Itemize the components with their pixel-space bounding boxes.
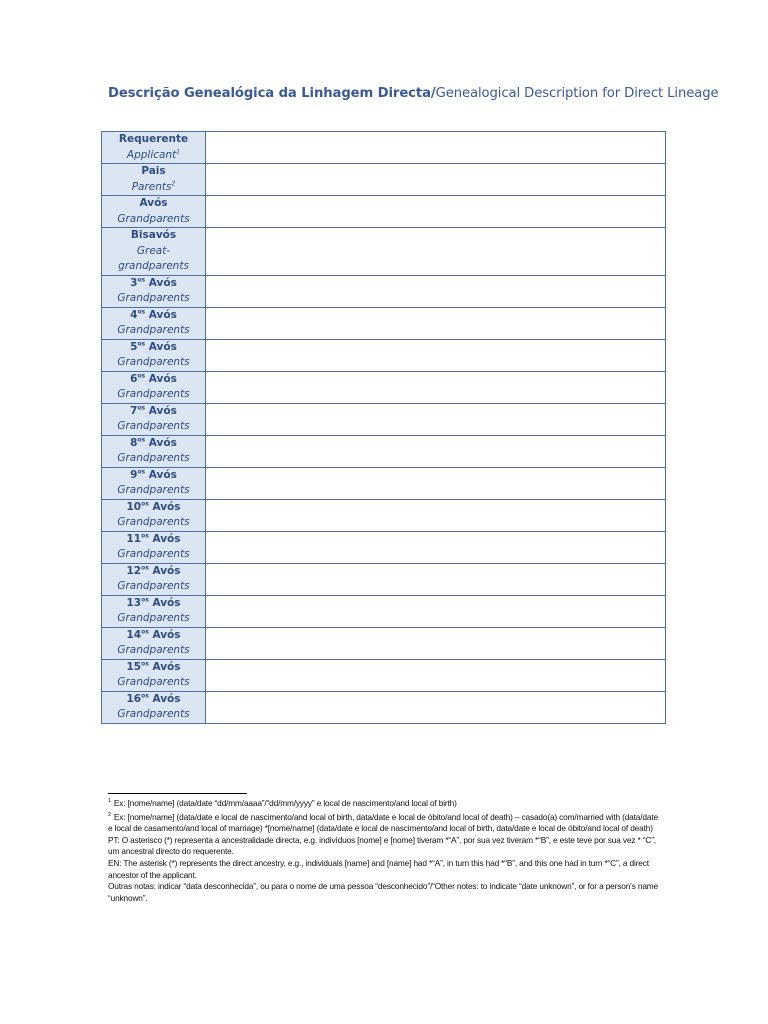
footnote-1-marker: 1 [108,798,111,805]
generation-entry-field[interactable] [206,196,666,228]
footnote-1 [108,798,660,810]
lineage-row [102,339,666,371]
lineage-row [102,132,666,164]
generation-label-en-text: Grandparents [117,612,190,624]
footnote-2-marker: 2 [108,811,111,818]
generation-label [102,627,206,659]
generation-label-en [102,355,205,371]
generation-label-en [102,451,205,467]
generation-label-pt [102,596,205,612]
generation-label-en-text: Grandparents [117,292,190,304]
generation-ordinal-suffix: os [141,564,149,571]
footnote-reference: 2 [171,180,176,187]
generation-label-pt-text: Avós [145,276,177,289]
generation-label-pt-text: Avós [148,660,181,673]
generation-label [102,403,206,435]
footnote-reference: 1 [176,148,181,155]
generation-entry-field[interactable] [206,339,666,371]
generation-ordinal-suffix: os [141,660,149,667]
generation-entry-field[interactable] [206,275,666,307]
generation-ordinal: 5 [130,340,138,353]
generation-label-pt-text: Avós [145,404,177,417]
lineage-row [102,627,666,659]
lineage-row [102,164,666,196]
lineage-row [102,435,666,467]
lineage-table [101,131,666,724]
generation-label [102,275,206,307]
generation-label-pt-text: Avós [145,308,177,321]
generation-ordinal: 13 [126,596,142,609]
generation-label-pt-text: Avós [145,372,177,385]
lineage-row [102,228,666,276]
generation-label [102,435,206,467]
generation-ordinal-suffix: os [137,276,146,283]
generation-label-pt [102,692,205,708]
generation-label-en [102,483,205,499]
generation-label-en-text: Grandparents [117,580,190,592]
generation-label-en [102,643,205,659]
generation-label-en-text: Grandparents [117,452,190,464]
generation-ordinal: 8 [130,436,138,449]
generation-ordinal-suffix: os [137,340,146,347]
generation-label-en-text: Grandparents [117,212,190,225]
footnote-en-note: EN: The asterisk (*) represents the direct ancestry, e.g., individuals [name] and [name] had *“A”, in turn this had *“B”, and this one had in turn *“C”, a direct ancestor of the applicant. [108,857,649,880]
generation-label-pt [102,196,205,212]
footnote-pt-note: PT: O asterisco (*) representa a ancestralidade directa, e.g. indivíduos [nome] e [nome] tiveram *“A”, por sua vez tiveram *“B”, e este teve por sua vez * “C”, um ancestral directo do requerente. [108,834,656,857]
lineage-table-body [102,132,666,724]
footnote-2 [108,812,660,835]
generation-ordinal-suffix: os [137,436,146,443]
generation-label [102,499,206,531]
generation-label-en [102,180,205,196]
generation-label-pt [102,308,205,324]
generation-label-pt-text: Pais [141,165,166,177]
generation-entry-field[interactable] [206,595,666,627]
page-title-en: Genealogical Description for Direct Lineage [435,86,719,101]
generation-entry-field[interactable] [206,627,666,659]
generation-label-en [102,212,205,228]
generation-label-pt [102,660,205,676]
lineage-row [102,371,666,403]
generation-entry-field[interactable] [206,228,666,276]
generation-ordinal: 6 [130,372,138,385]
generation-ordinal: 4 [130,308,138,321]
generation-entry-field[interactable] [206,531,666,563]
lineage-row [102,659,666,691]
generation-label [102,563,206,595]
lineage-row [102,403,666,435]
generation-label [102,339,206,371]
generation-ordinal-suffix: os [141,532,149,539]
generation-label-pt-text: Avós [145,340,177,353]
generation-label-en [102,387,205,403]
generation-ordinal-suffix: os [141,500,149,507]
generation-label [102,691,206,723]
generation-label-en-text: Parents [131,180,172,193]
lineage-row [102,595,666,627]
generation-label-pt [102,500,205,516]
generation-label-en-text: Great-grandparents [118,244,189,272]
generation-entry-field[interactable] [206,499,666,531]
lineage-row [102,691,666,723]
generation-label [102,371,206,403]
generation-label-pt [102,468,205,484]
footnotes [108,798,660,904]
generation-ordinal-suffix: os [137,404,146,411]
generation-label-pt [102,564,205,580]
generation-label [102,595,206,627]
generation-label-en [102,419,205,435]
generation-label-pt-text: Avós [148,692,181,705]
lineage-row [102,499,666,531]
generation-ordinal: 9 [130,468,138,481]
generation-label-pt [102,132,205,148]
generation-ordinal: 3 [130,276,138,289]
generation-label-en-text: Grandparents [117,516,190,528]
generation-entry-field[interactable] [206,371,666,403]
generation-label-en-text: Grandparents [117,356,190,368]
lineage-row [102,563,666,595]
generation-label-en-text: Grandparents [117,420,190,432]
generation-label-pt-text: Requerente [118,133,189,145]
generation-ordinal: 10 [126,500,142,513]
lineage-row [102,275,666,307]
generation-label-en [102,579,205,595]
generation-label-pt [102,532,205,548]
generation-label-pt [102,228,205,244]
generation-label [102,531,206,563]
generation-ordinal: 11 [126,532,142,545]
generation-ordinal-suffix: os [141,596,149,603]
page-title [108,86,719,101]
footnote-other-notes: Outras notas: indicar “data desconhecida”, ou para o nome de uma pessoa “desconhecido”/“Other notes: to indicate “date unknown”, or for a person’s name “unknown”. [108,881,659,903]
generation-label-pt-text: Avós [145,468,177,481]
generation-entry-field[interactable] [206,691,666,723]
generation-entry-field[interactable] [206,164,666,196]
generation-entry-field[interactable] [206,563,666,595]
generation-ordinal-suffix: os [141,692,149,699]
generation-label-pt-text: Avós [148,532,181,545]
generation-label-pt-text: Avós [148,500,181,513]
generation-entry-field[interactable] [206,307,666,339]
generation-label-en-text: Grandparents [117,484,190,496]
generation-entry-field[interactable] [206,403,666,435]
generation-label-en [102,515,205,531]
generation-label-pt [102,340,205,356]
generation-label-en-text: Grandparents [117,644,190,656]
generation-label [102,307,206,339]
generation-ordinal: 16 [126,692,142,705]
generation-label-pt-text: Avós [139,197,168,209]
generation-label-pt-text: Avós [145,436,177,449]
generation-entry-field[interactable] [206,467,666,499]
generation-ordinal-suffix: os [137,308,146,315]
footnote-separator [108,793,247,794]
generation-label-en-text: Grandparents [117,676,190,688]
page-title-pt: Descrição Genealógica da Linhagem Directa/ [108,86,436,101]
generation-label-en [102,244,205,275]
generation-label-pt-text: Bisavós [130,229,177,241]
generation-label-en-text: Grandparents [117,708,190,720]
generation-label-en [102,547,205,563]
generation-label-en [102,148,205,164]
generation-label-en [102,323,205,339]
generation-entry-field[interactable] [206,659,666,691]
generation-ordinal: 7 [130,404,138,417]
generation-label-pt [102,404,205,420]
generation-label-pt-text: Avós [148,596,181,609]
lineage-row [102,531,666,563]
generation-label-en-text: Grandparents [117,324,190,336]
generation-label-en [102,611,205,627]
generation-ordinal: 15 [126,660,142,673]
generation-label-en [102,675,205,691]
generation-label-pt [102,276,205,292]
generation-label-en [102,707,205,723]
generation-label-en [102,291,205,307]
generation-label-pt [102,628,205,644]
generation-label-pt-text: Avós [148,628,181,641]
generation-label-en-text: Grandparents [117,388,190,400]
generation-ordinal-suffix: os [137,468,146,475]
generation-label [102,659,206,691]
generation-label-en-text: Grandparents [117,548,190,560]
generation-label [102,467,206,499]
generation-label-en-text: Applicant [126,148,177,161]
generation-label-pt [102,436,205,452]
generation-ordinal-suffix: os [137,372,146,379]
footnote-1-text: Ex: [nome/name] (data/date “dd/mm/aaaa”/“dd/mm/yyyy” e local de nascimento/and local of birth) [113,798,457,808]
generation-label-pt [102,372,205,388]
lineage-row [102,307,666,339]
generation-label [102,228,206,276]
generation-label [102,132,206,164]
generation-entry-field[interactable] [206,435,666,467]
generation-ordinal: 12 [126,564,142,577]
generation-entry-field[interactable] [206,132,666,164]
footnote-2-text: Ex: [nome/name] (data/date e local de nascimento/and local of birth, data/date e local de óbito/and local of death) – casado(a) com/married with (data/date e local de casamento/and local of marriage) *[nome/name] (data/date e local de nascimento/and local of birth, data/date e local de óbito/and local of death) [108,811,658,834]
generation-label-pt [102,164,205,180]
generation-label [102,196,206,228]
generation-label [102,164,206,196]
generation-ordinal-suffix: os [141,628,149,635]
lineage-row [102,467,666,499]
lineage-row [102,196,666,228]
generation-label-pt-text: Avós [148,564,181,577]
generation-ordinal: 14 [126,628,142,641]
